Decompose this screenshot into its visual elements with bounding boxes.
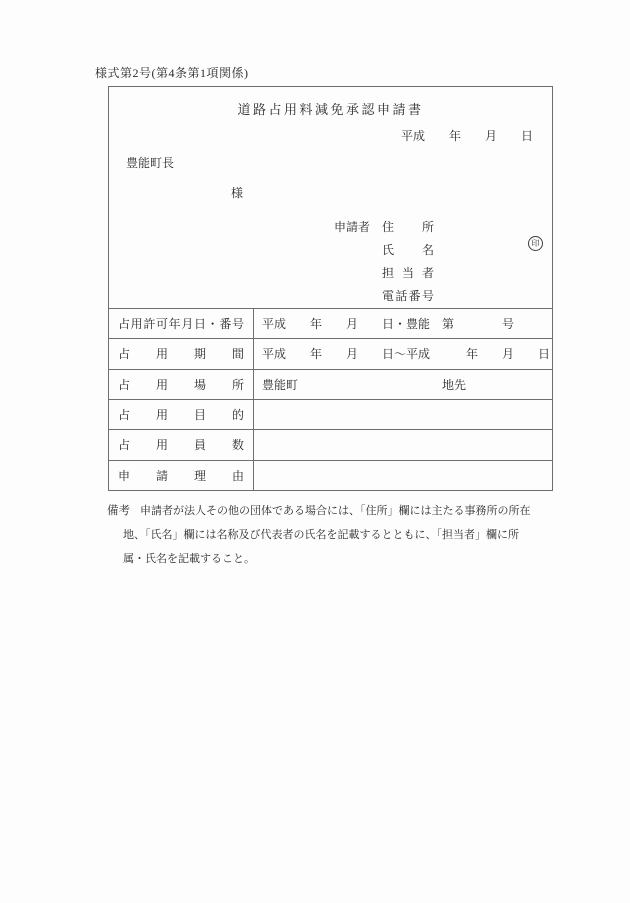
field-label-address: 住所 xyxy=(382,220,434,234)
row-label: 占用員数 xyxy=(118,438,244,453)
application-form-box xyxy=(108,86,553,491)
row-value-cell xyxy=(254,370,552,399)
row-value-cell xyxy=(254,309,552,338)
field-label-phone: 電話番号 xyxy=(382,289,434,303)
row-label: 占用期間 xyxy=(118,347,244,362)
row-label: 占用目的 xyxy=(118,408,244,423)
seal-mark-icon: 印 xyxy=(528,236,543,251)
notes-line: 申請者が法人その他の団体である場合には、「住所」欄には主たる事務所の所在 xyxy=(140,505,531,517)
applicant-field-row xyxy=(334,215,434,238)
date-line: 平成 年 月 日 xyxy=(400,129,533,143)
form-title: 道路占用料減免承認申請書 xyxy=(237,102,424,117)
row-label-cell xyxy=(109,400,254,429)
row-label: 申請理由 xyxy=(118,468,244,483)
row-label-cell xyxy=(109,339,254,368)
row-value-cell xyxy=(254,430,552,459)
honorific-sama: 様 xyxy=(231,186,244,200)
applicant-field-row xyxy=(334,238,434,261)
row-value: 平成 年 月 日～平成 年 月 日 xyxy=(262,347,551,362)
row-value: 平成 年 月 日・豊能 第 号 xyxy=(262,317,515,332)
row-value-cell xyxy=(254,461,552,490)
notes-label: 備考 xyxy=(107,505,130,517)
form-code-label: 様式第2号(第4条第1項関係) xyxy=(95,66,249,80)
table-row-application-reason xyxy=(109,461,552,490)
field-label-contact-person: 担当者 xyxy=(382,266,434,280)
applicant-block xyxy=(334,215,434,307)
addressee-label: 豊能町長 xyxy=(126,156,175,170)
table-row-occupancy-period xyxy=(109,339,552,369)
table-row-occupancy-purpose xyxy=(109,400,552,430)
row-label-cell xyxy=(109,370,254,399)
notes-line: 属・氏名を記載すること。 xyxy=(123,553,255,565)
applicant-field-row xyxy=(334,261,434,284)
notes-line: 地、「氏名」欄には名称及び代表者の氏名を記載するとともに、「担当者」欄に所 xyxy=(123,529,519,541)
applicant-label: 申請者 xyxy=(334,220,371,234)
table-row-occupancy-quantity xyxy=(109,430,552,460)
row-label-cell xyxy=(109,309,254,338)
field-label-name: 氏名 xyxy=(382,243,434,257)
row-label-cell xyxy=(109,461,254,490)
notes-body xyxy=(123,499,551,571)
table-row-permit-number xyxy=(109,309,552,339)
table-row-occupancy-place xyxy=(109,370,552,400)
application-table xyxy=(109,308,552,490)
row-value: 豊能町 地先 xyxy=(262,377,467,392)
row-label: 占用許可年月日・番号 xyxy=(118,317,244,332)
applicant-field-row xyxy=(334,284,434,307)
row-value-cell xyxy=(254,339,552,368)
row-label-cell xyxy=(109,430,254,459)
row-value-cell xyxy=(254,400,552,429)
row-label: 占用場所 xyxy=(118,377,244,392)
